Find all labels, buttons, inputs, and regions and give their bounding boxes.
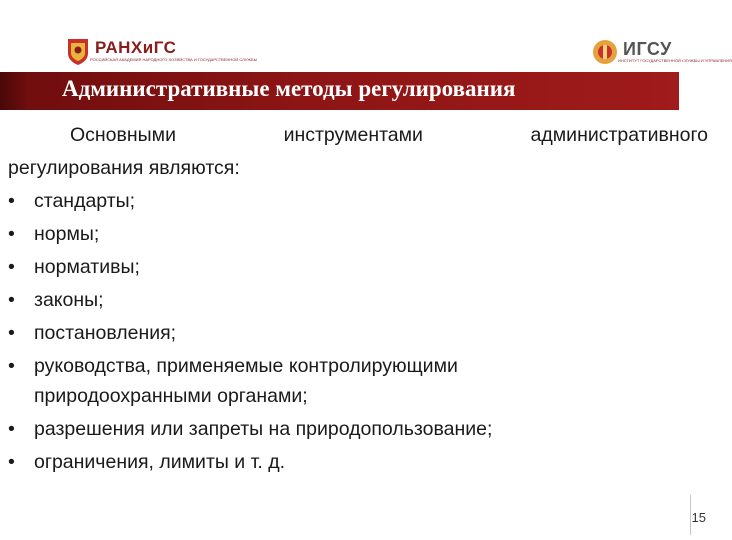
igsu-logo (592, 36, 732, 68)
page-number: 15 (691, 510, 706, 525)
bullet-icon: • (8, 289, 15, 311)
bullet-icon: • (8, 322, 15, 344)
list-item (8, 284, 708, 317)
bullet-icon: • (8, 256, 15, 278)
slide-body (8, 119, 708, 479)
list-item (8, 317, 708, 350)
list-item-text: разрешения или запреты на природопользование; (34, 418, 493, 440)
igsu-logo-text: ИГСУ (623, 39, 672, 59)
ranepa-logo-text: РАНХиГС (95, 38, 177, 57)
list-item-text: нормативы; (34, 256, 140, 278)
list-item (8, 350, 708, 383)
list-item-text: законы; (34, 289, 104, 311)
ranepa-emblem-icon (66, 36, 90, 66)
ranepa-logo-subtitle: РОССИЙСКАЯ АКАДЕМИЯ НАРОДНОГО ХОЗЯЙСТВА И ГОСУДАРСТВЕННОЙ СЛУЖБЫ (90, 57, 258, 62)
list-item-text: ограничения, лимиты и т. д. (34, 451, 286, 473)
slide-title: Административные методы регулирования (62, 76, 516, 101)
igsu-emblem-icon (592, 39, 618, 65)
igsu-logo-subtitle: ИНСТИТУТ ГОСУДАРСТВЕННОЙ СЛУЖБЫ И УПРАВЛЕНИЯ (618, 58, 732, 63)
ranepa-logo (66, 34, 258, 68)
intro-line-2: регулирования являются: (8, 157, 240, 179)
bullet-icon: • (8, 190, 15, 212)
list-item (8, 413, 708, 446)
list-item (8, 218, 708, 251)
list-item-text: нормы; (34, 223, 100, 245)
bullet-icon: • (8, 418, 15, 440)
bullet-icon: • (8, 451, 15, 473)
intro-line-1: Основными инструментами административного (70, 124, 708, 146)
list-item-text: стандарты; (34, 190, 136, 212)
list-item-continuation: природоохранными органами; (34, 385, 308, 407)
bullet-icon: • (8, 223, 15, 245)
list-item-text: руководства, применяемые контролирующими (34, 355, 458, 377)
list-item (8, 446, 708, 479)
bullet-icon: • (8, 355, 15, 377)
list-item (8, 251, 708, 284)
list-item-text: постановления; (34, 322, 177, 344)
list-item (8, 185, 708, 218)
